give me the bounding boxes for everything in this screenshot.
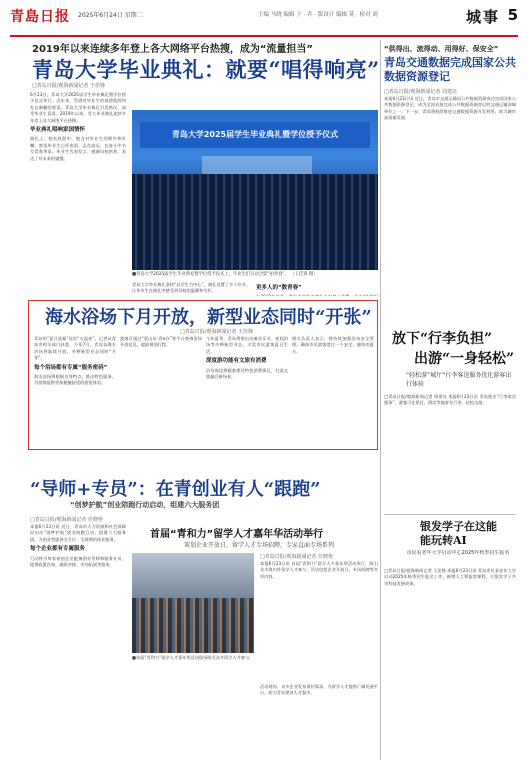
lead-byline: □青岛日报/观海新闻记者 王佳锋 bbox=[32, 83, 105, 89]
promo-sub: “轻松游”城厅“行李客送服务优化游客出行体验 bbox=[406, 372, 512, 388]
lower-col1-subhead: 每个企业都有专属服务 bbox=[30, 546, 86, 553]
photo-caption: ■青岛大学2025届学生毕业典礼暨学位授予仪式上，毕业生们互动合影“拍青春”。 （王佳锋 摄） bbox=[132, 272, 318, 277]
talent-fair-photo[interactable] bbox=[132, 553, 254, 653]
right-headline[interactable]: 青岛交通数据完成国家公共数据资源登记 bbox=[384, 56, 516, 83]
newspaper-logo: 青島日报 bbox=[10, 9, 70, 25]
boxed-col1-subhead: 每个浴场都有专属“服务密码” bbox=[34, 364, 108, 371]
photo2-crowd bbox=[132, 598, 254, 653]
lower-headline[interactable]: “导师+专员”：在青创业有人“跟跑” bbox=[30, 479, 321, 500]
lower-subheadline: “创梦护航”创业陪跑行动启动，组建六大服务团 bbox=[70, 501, 220, 509]
date-line: 2025年6月24日 星期二 bbox=[78, 12, 143, 19]
lower-column-1 bbox=[30, 524, 126, 760]
boxed-headline[interactable]: 海水浴场下月开放，新型业态同时“开张” bbox=[45, 307, 372, 328]
lead-col3-subhead: 更多人的“数青春” bbox=[256, 285, 302, 291]
boxed-col3b-text: 浴场周边将配套建设特色消费街区，打造文旅融合新场景。 bbox=[206, 367, 288, 380]
lead-headline[interactable]: 青岛大学毕业典礼：就要“唱得响亮” bbox=[32, 57, 380, 82]
lower-col1-text: 本报6月23日讯 近日，青岛市人力资源和社会保障局启动“创梦护航”创业陪跑行动，组建六大服务团，为创业者提供全方位、全周期的创业服务。 bbox=[30, 524, 126, 542]
boxed-column-1 bbox=[34, 336, 116, 446]
lead-col1b-text: 典礼上，校长致辞中，饱含对毕业生的期许和叮嘱，寄语毕业生心怀家国、志存高远，在奋斗中书写青春华章。毕业生代表发言，感谢母校培养，表达了对未来的憧憬。 bbox=[30, 136, 126, 161]
photo-banner: 青岛大学2025届学生毕业典礼暨学位授予仪式 bbox=[140, 122, 370, 148]
right-divider bbox=[384, 514, 516, 515]
inset-headline[interactable]: 首届“青和力”留学人才嘉年华活动举行 bbox=[150, 529, 324, 540]
lower-right-sub: 市民看老年大学启动中心2025年秋季招生报名 bbox=[406, 550, 510, 556]
right-body: 本报6月23日讯 近日，青岛市交通运输局公共数据资源成功完成国家公共数据资源登记，成为全国首批完成公共数据资源登记的交通运输领域单位之一。下一步，青岛将持续推进交通数据资源开发利用，助力城市高质量发展。 bbox=[384, 96, 516, 121]
lead-col1-text: 6月23日，青岛大学2025届学生毕业典礼暨学位授予仪式举行。近年来，凭借对毕业生的真情致辞和发自肺腑的寄语，青岛大学毕业典礼引发热议，深受毕业生喜爱。2019年以来，青大毕业典礼连续多年登上各大网络平台热搜。 bbox=[30, 92, 126, 123]
inset-byline: □青岛日报/观海新闻记者 任晓艳 bbox=[260, 554, 333, 560]
boxed-col1-text: 青岛的“夏日流量”再次“火起来”。记者从青岛市相关部门获悉，今年7月，青岛各海水浴场将陆续开放，多种新型业态同时“开张”。 bbox=[34, 336, 116, 361]
masthead bbox=[10, 6, 518, 36]
inset-subheadline: 策划企业开放日，留学人才专场招聘，专家直面专场系列 bbox=[184, 542, 335, 549]
lead-column-3 bbox=[256, 282, 378, 296]
lower-col1b-text: 行动将为每家初创企业配备创业导师和服务专员，提供政策咨询、融资对接、市场拓展等服务。 bbox=[30, 555, 126, 568]
section-title: 城事 bbox=[465, 8, 500, 26]
lead-col2-text: 青岛大学毕业典礼坚持“以学生为中心”，典礼设置了多个环节，让毕业生在典礼中感受到母校的温暖和关怀。 bbox=[132, 282, 250, 294]
page-number: 5 bbox=[507, 6, 518, 24]
lead-kicker: 2019年以来连续多年登上各大网络平台热搜，成为“流量担当” bbox=[32, 44, 313, 55]
promo-line-1: 放下“行李负担” bbox=[392, 331, 493, 347]
boxed-byline: □青岛日报/观海新闻记者 王佳锋 bbox=[180, 329, 253, 335]
photo2-caption: ■首届“青和力”留学人才嘉年华活动现场吸引众多留学人才参与。 bbox=[132, 655, 254, 660]
boxed-column-3 bbox=[206, 336, 288, 446]
inset-body: 本报6月23日讯 首届“青和力”留学人才嘉年华活动举行，吸引众多海内外留学人才参与，活动包括企业开放日、专场招聘等多项内容。 bbox=[260, 561, 378, 579]
lower-right-headline[interactable]: 银发学子在这能能玩转AI bbox=[420, 520, 497, 547]
header-rule bbox=[10, 35, 518, 37]
boxed-col3-subhead: 深度游功能有文旅有消费 bbox=[206, 358, 267, 365]
photo-crowd bbox=[132, 174, 378, 270]
boxed-col1b-text: 海水浴场将根据自身特点，推出特色服务，为游客提供更加便捷舒适的游览体验。 bbox=[34, 374, 116, 386]
right-byline: □青岛日报/观海新闻记者 周建亮 bbox=[384, 89, 457, 95]
graduation-photo[interactable] bbox=[132, 110, 378, 270]
column-divider bbox=[380, 40, 381, 760]
editors-line: 主编 马晓 编辑 于 · 乔 · 版设计 编辑 莫 · 检对 刘 bbox=[258, 12, 378, 18]
lower-right-body: □青岛日报/观海新闻记者 王佳锋 本报6月23日讯 青岛市民看老年大学启动2025年秋季招生报名工作，新增人工智能等课程，让银发学子共享科技发展成果。 bbox=[384, 568, 516, 586]
lower-column-4: 活动现场，众多企业发布岗位需求，为留学人才提供广阔发展平台，助力青岛建设人才强市。 bbox=[260, 684, 378, 696]
promo-body: □青岛日报/观海新闻记者 周建亮 本报6月23日讯 青岛推出“行李寄送服务”，游客可在景区、酒店等地寄存行李，轻松出游。 bbox=[384, 394, 516, 406]
boxed-column-2: 游客可通过“爱山东·青e办”等平台查询浴场开放信息，提前规划行程。 bbox=[120, 336, 202, 348]
lead-column-1 bbox=[30, 92, 126, 297]
lower-byline: □青岛日报/观海新闻记者 任晓艳 bbox=[30, 517, 103, 523]
right-kicker: “供得出、流得动、用得好、保安全” bbox=[384, 45, 499, 53]
boxed-col3-text: 今年夏季，青岛将推出沙滩音乐节、夜间浴场等多种新型业态，丰富市民游客夏日生活。 bbox=[206, 336, 288, 354]
promo-box bbox=[384, 320, 516, 388]
boxed-column-4: 相关负责人表示，将持续加强浴场安全管理，确保市民游客度过一个安全、愉快的夏天。 bbox=[292, 336, 374, 354]
lead-column-2 bbox=[132, 282, 250, 296]
lead-col1-subhead: 毕业典礼唱响家国情怀 bbox=[30, 127, 86, 134]
lead-col3-text bbox=[256, 294, 378, 296]
promo-line-2: 出游“一身轻松” bbox=[414, 351, 515, 367]
